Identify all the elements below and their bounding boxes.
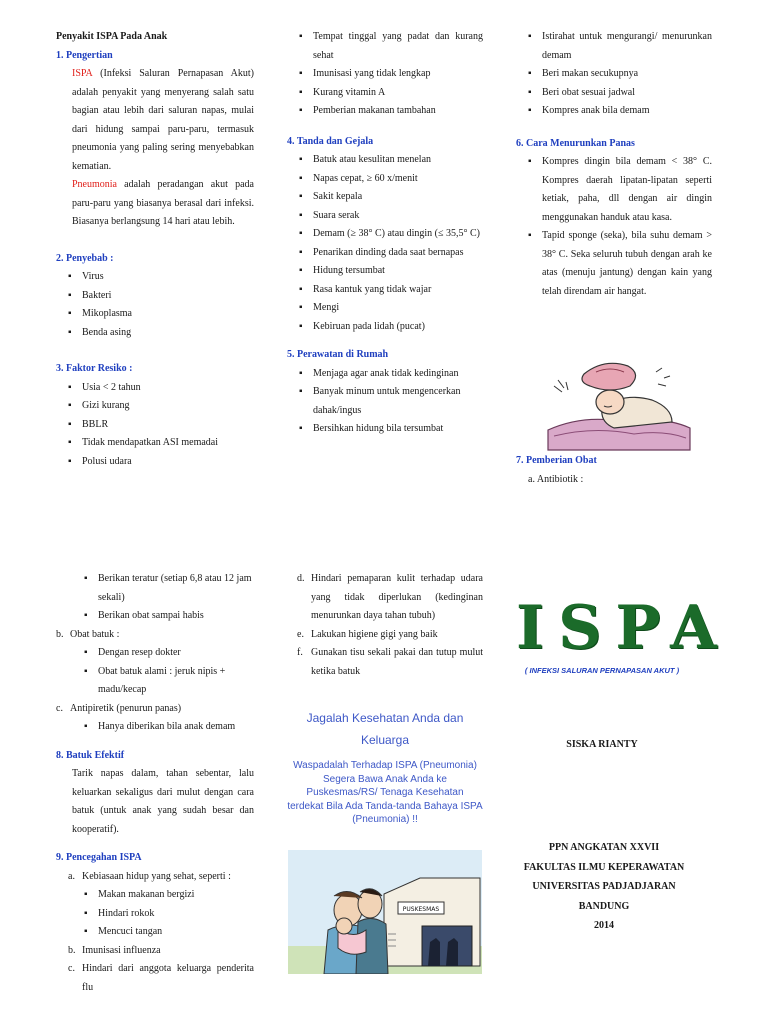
list-item: ▪ Pemberian makanan tambahan [299, 102, 483, 121]
list-item: ▪ Rasa kantuk yang tidak wajar [299, 281, 483, 300]
list-item: ▪ Virus [68, 268, 254, 287]
section-title-penyebab: 2. Penyebab : [56, 252, 114, 264]
list-item: ▪ Suara serak [299, 207, 483, 226]
year: 2014 [594, 920, 614, 931]
obat-batuk-item [56, 626, 254, 645]
pencegahan-c-label: Hindari dari anggota keluarga penderita flu [82, 963, 254, 993]
pneumonia-definition [56, 176, 254, 232]
pencegahan-a [56, 868, 254, 887]
sick-child-illustration [544, 356, 694, 452]
list-item: ▪ Beri obat sesuai jadwal [528, 84, 712, 103]
pneumonia-term: Pneumonia [72, 179, 117, 190]
pencegahan-d-label: Hindari pemaparan kulit terhadap udara yang tidak diperlukan (kedinginan menurunkan daya tahan tubuh) [311, 573, 483, 621]
batuk-efektif-text: Tarik napas dalam, tahan sebentar, lalu keluarkan sekaligus dari mulut dengan cara batuk (untuk anak yang sudah besar dan kooperatif). [72, 768, 254, 835]
list-item: ▪ Hanya diberikan bila anak demam [84, 718, 254, 737]
ispa-logo-text: ISPA [516, 593, 731, 663]
list-item: ▪ Berikan obat sampai habis [84, 607, 254, 626]
list-item: ▪ Hidung tersumbat [299, 262, 483, 281]
puskesmas-illustration [288, 850, 482, 974]
list-item: ▪ Tapid sponge (seka), bila suhu demam > 38° C. Seka seluruh tubuh dengan arah ke atas (menuju jantung) dengan kain yang telah direndam air hangat. [528, 227, 712, 301]
list-item: ▪ Kebiruan pada lidah (pucat) [299, 318, 483, 337]
pencegahan-e-label: Lakukan higiene gigi yang baik [311, 628, 438, 640]
list-item: ▪ Banyak minum untuk mengencerkan dahak/ingus [299, 383, 483, 420]
obat-batuk-label: Obat batuk : [70, 628, 120, 640]
list-item: ▪ Bakteri [68, 287, 254, 306]
list-item: ▪ Mengi [299, 299, 483, 318]
list-item: ▪ Napas cepat, ≥ 60 x/menit [299, 170, 483, 189]
pencegahan-d [287, 570, 483, 626]
letter-label: b. [68, 944, 76, 956]
pencegahan-a-list [56, 886, 254, 942]
warning-text: Waspadalah Terhadap ISPA (Pneumonia) Segera Bawa Anak Anda ke Puskesmas/RS/ Tenaga Kesehatan terdekat Bila Ada Tanda-tanda Bahaya ISPA (Pneumonia) !! [287, 760, 483, 826]
letter-label: d. [297, 573, 305, 584]
letter-label: a. [68, 870, 75, 882]
list-item: ▪ Kompres anak bila demam [528, 102, 712, 121]
column-2-top [287, 28, 483, 439]
antipiretik-list [56, 718, 254, 737]
letter-label: c. [68, 963, 75, 974]
list-item: ▪ Mencuci tangan [84, 923, 254, 942]
list-item: ▪ Usia < 2 tahun [68, 379, 254, 398]
section-title-tanda-gejala: 4. Tanda dan Gejala [287, 135, 374, 147]
section-title-menurunkan-panas: 6. Cara Menurunkan Panas [516, 137, 635, 149]
list-item: ▪ Tidak mendapatkan ASI memadai [68, 434, 254, 453]
faktor-resiko-list-continued [287, 28, 483, 121]
list-item: ▪ BBLR [68, 416, 254, 435]
column-1-bottom [56, 570, 254, 997]
pencegahan-f [287, 644, 483, 681]
page-title: Penyakit ISPA Pada Anak [56, 31, 168, 42]
list-item: ▪ Istirahat untuk mengurangi/ menurunkan demam [528, 28, 712, 65]
section-title-pencegahan: 9. Pencegahan ISPA [56, 852, 142, 863]
list-item: ▪ Makan makanan bergizi [84, 886, 254, 905]
list-item: ▪ Hindari rokok [84, 905, 254, 924]
list-item: ▪ Gizi kurang [68, 397, 254, 416]
org-line-1: PPN ANGKATAN XXVII [548, 842, 660, 853]
list-item: ▪ Menjaga agar anak tidak kedinginan [299, 365, 483, 384]
organization-block [506, 838, 702, 936]
perawatan-list-continued [516, 28, 712, 121]
letter-label: f. [297, 647, 303, 658]
pneumonia-definition-text: adalah peradangan akut pada paru-paru yang biasanya berasal dari infeksi. Biasanya berlangsung 14 hari atau lebih. [72, 179, 254, 227]
list-item: ▪ Kompres dingin bila demam < 38° C. Kompres daerah lipatan-lipatan seperti ketiak, paha, dll dengan air dingin menggunakan handuk atau kasa. [528, 153, 712, 227]
letter-label: c. [56, 702, 63, 714]
list-item: ▪ Sakit kepala [299, 188, 483, 207]
letter-label: b. [56, 628, 64, 640]
list-item: ▪ Obat batuk alami : jeruk nipis + madu/kecap [84, 663, 254, 700]
antibiotik-label: a. Antibiotik : [528, 473, 584, 485]
ispa-logo [516, 593, 731, 678]
pencegahan-b [56, 942, 254, 961]
column-1-top [56, 28, 254, 471]
puskesmas-sign-text: PUSKESMAS [402, 906, 440, 913]
list-item: ▪ Kurang vitamin A [299, 84, 483, 103]
list-item: ▪ Bersihkan hidung bila tersumbat [299, 420, 483, 439]
list-item: ▪ Polusi udara [68, 453, 254, 472]
pemberian-obat-header [516, 452, 712, 489]
list-item: ▪ Tempat tinggal yang padat dan kurang sehat [299, 28, 483, 65]
list-item: ▪ Berikan teratur (setiap 6,8 atau 12 jam sekali) [84, 570, 254, 607]
ispa-definition [56, 65, 254, 176]
pencegahan-f-label: Gunakan tisu sekali pakai dan tutup mulut ketika batuk [311, 647, 483, 677]
section-title-perawatan: 5. Perawatan di Rumah [287, 349, 389, 360]
pencegahan-c [56, 960, 254, 997]
slogan: Jagalah Kesehatan Anda dan Keluarga [306, 711, 464, 748]
antipiretik-label: Antipiretik (penurun panas) [70, 702, 182, 714]
obat-batuk-list [56, 644, 254, 700]
org-line-3: UNIVERSITAS PADJADJARAN [532, 881, 676, 892]
pencegahan-b-label: Imunisasi influenza [82, 944, 161, 956]
list-item: ▪ Imunisasi yang tidak lengkap [299, 65, 483, 84]
ispa-term: ISPA [72, 68, 93, 79]
list-item: ▪ Benda asing [68, 324, 254, 343]
section-title-faktor-resiko: 3. Faktor Resiko : [56, 363, 133, 374]
org-line-4: BANDUNG [578, 900, 630, 912]
letter-label: e. [297, 628, 304, 640]
penyebab-list [56, 268, 254, 342]
column-2-bottom [287, 570, 483, 827]
section-title-batuk-efektif: 8. Batuk Efektif [56, 749, 125, 761]
ispa-definition-text: (Infeksi Saluran Pernapasan Akut) adalah penyakit yang menyerang salah satu bagian atau lebih dari saluran napas, mulai dari hidung sampai paru-paru, termasuk pneumonia yang paling sering menyebabkan kematian. [72, 68, 254, 172]
list-item: ▪ Batuk atau kesulitan menelan [299, 151, 483, 170]
list-item: ▪ Demam (≥ 38° C) atau dingin (≤ 35,5° C) [299, 225, 483, 244]
section-title-pengertian: 1. Pengertian [56, 49, 113, 61]
section-title-pemberian-obat: 7. Pemberian Obat [516, 455, 597, 466]
tanda-gejala-list [287, 151, 483, 336]
perawatan-list [287, 365, 483, 439]
antibiotik-list [56, 570, 254, 626]
column-3-top [516, 28, 712, 301]
pencegahan-a-label: Kebiasaan hidup yang sehat, seperti : [82, 870, 231, 882]
antipiretik-item [56, 700, 254, 719]
list-item: ▪ Beri makan secukupnya [528, 65, 712, 84]
author-name: SISKA RIANTY [566, 739, 638, 750]
ispa-logo-subtitle: ( INFEKSI SALURAN PERNAPASAN AKUT ) [524, 666, 680, 675]
faktor-resiko-list [56, 379, 254, 472]
pencegahan-e [287, 626, 483, 645]
org-line-2: FAKULTAS ILMU KEPERAWATAN [523, 861, 685, 873]
list-item: ▪ Dengan resep dokter [84, 644, 254, 663]
menurunkan-panas-list [516, 153, 712, 301]
list-item: ▪ Penarikan dinding dada saat bernapas [299, 244, 483, 263]
list-item: ▪ Mikoplasma [68, 305, 254, 324]
